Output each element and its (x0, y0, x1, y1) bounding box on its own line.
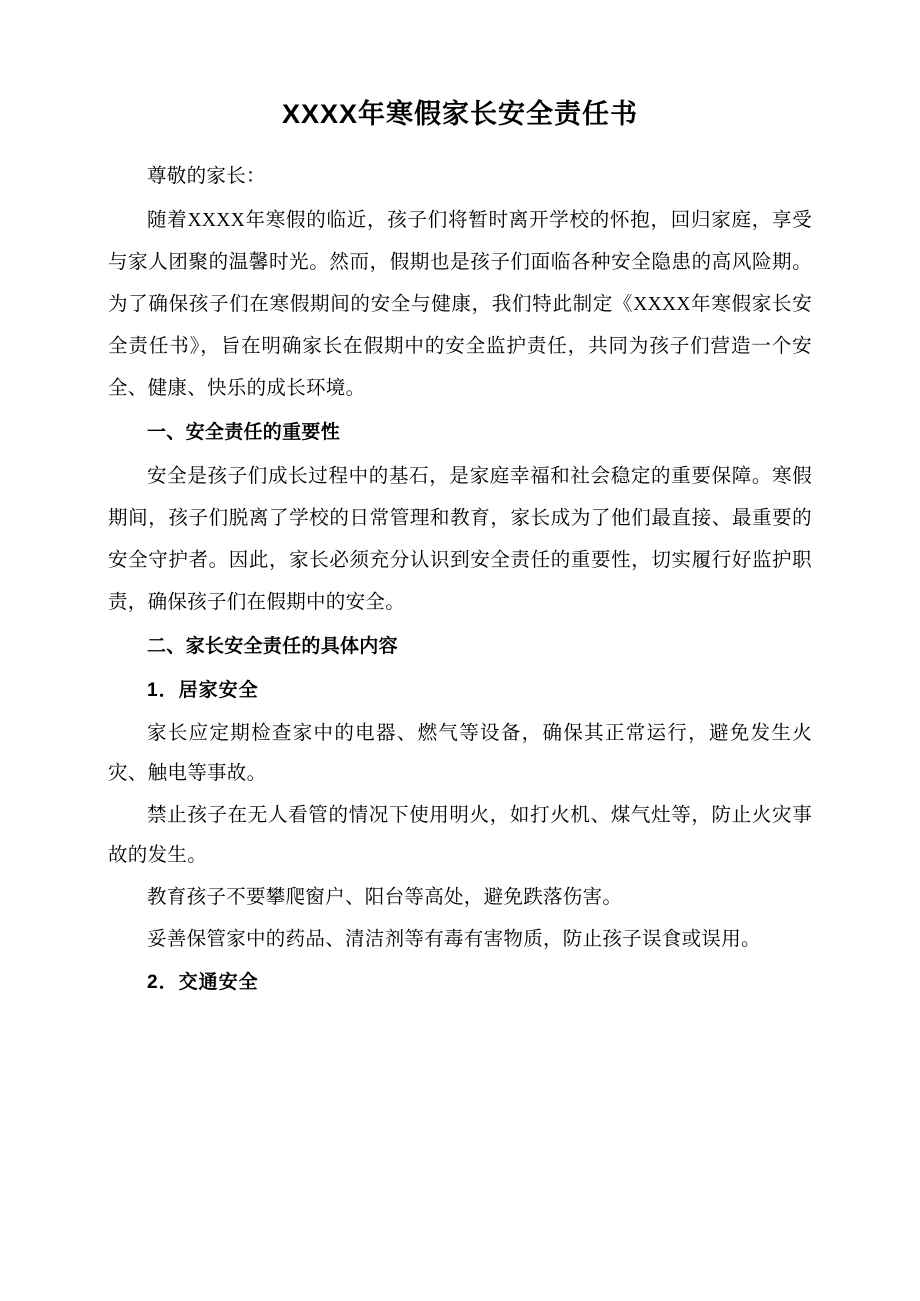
subsection-1-paragraph-3: 教育孩子不要攀爬窗户、阳台等高处，避免跌落伤害。 (147, 886, 623, 908)
page-title: XXXX年寒假家长安全责任书 (281, 99, 639, 129)
subsection-1-paragraph-4: 妥善保管家中的药品、清洁剂等有毒有害物质，防止孩子误食或误用。 (147, 928, 761, 950)
subsection-1-paragraph-2: 禁止孩子在无人看管的情况下使用明火，如打火机、煤气灶等，防止火灾事故的发生。 (108, 804, 812, 866)
paragraph-intro: 随着XXXX年寒假的临近，孩子们将暂时离开学校的怀抱，回归家庭，享受与家人团聚的温馨时光。然而，假期也是孩子们面临各种安全隐患的高风险期。为了确保孩子们在寒假期间的安全与健康，我们特此制定《XXXX年寒假家长安全责任书》，旨在明确家长在假期中的安全监护责任，共同为孩子们营造一个安全、健康、快乐的成长环境。 (108, 209, 812, 399)
paragraph-salutation: 尊敬的家长： (147, 165, 266, 187)
section-heading-1: 一、安全责任的重要性 (147, 421, 341, 443)
section-1-body: 安全是孩子们成长过程中的基石，是家庭幸福和社会稳定的重要保障。寒假期间，孩子们脱离了学校的日常管理和教育，家长成为了他们最直接、最重要的安全守护者。因此，家长必须充分认识到安全责任的重要性，切实履行好监护职责，确保孩子们在假期中的安全。 (108, 465, 812, 613)
subsection-heading-1: 1．居家安全 (147, 679, 259, 701)
section-heading-2: 二、家长安全责任的具体内容 (147, 635, 398, 657)
subsection-heading-2: 2．交通安全 (147, 971, 259, 993)
subsection-1-paragraph-1: 家长应定期检查家中的电器、燃气等设备，确保其正常运行，避免发生火灾、触电等事故。 (108, 722, 812, 784)
